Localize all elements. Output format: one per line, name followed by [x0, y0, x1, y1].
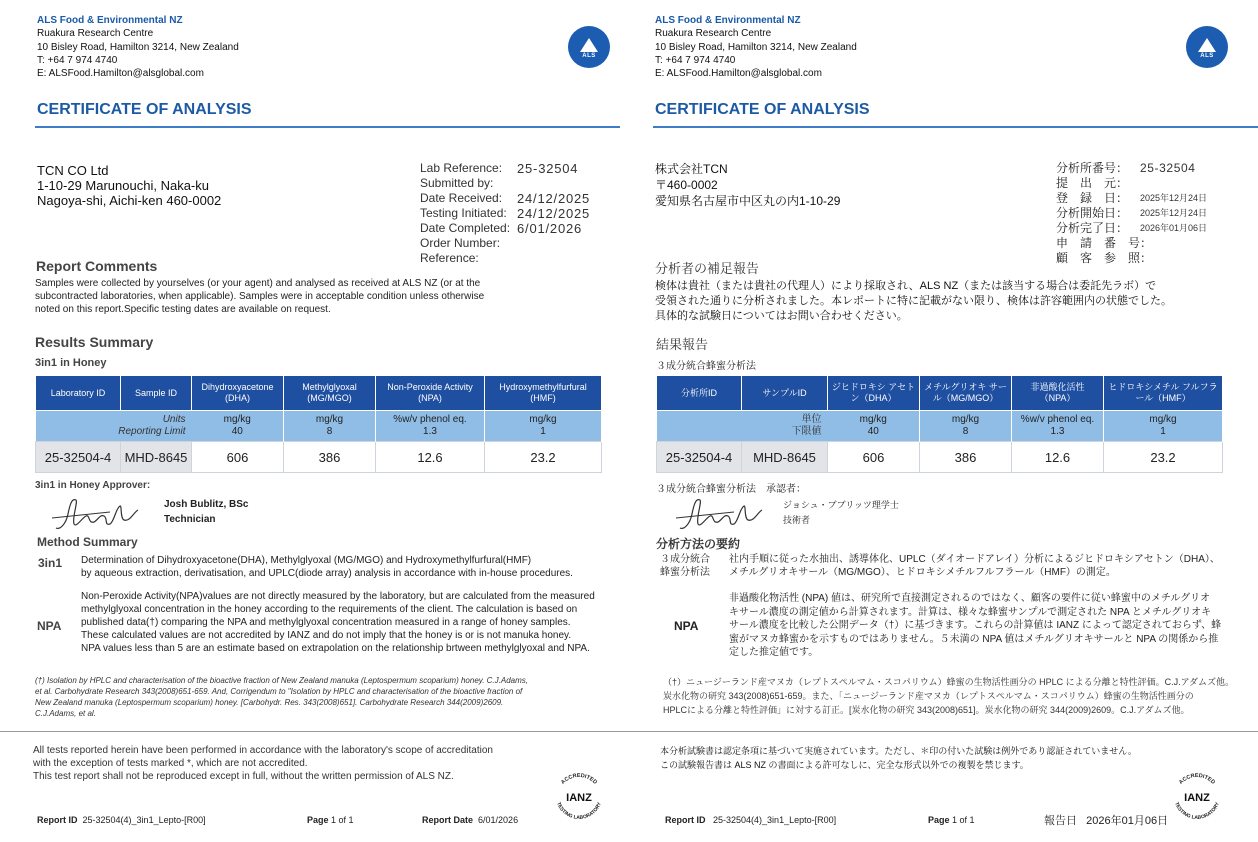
npa-cell: 12.6 — [376, 442, 485, 473]
footer-line: All tests reported herein have been performed in accordance with the laboratory's scope of accreditation — [33, 745, 493, 756]
unit-value: mg/kg — [951, 414, 980, 425]
date-completed-label: 分析完了日： — [1056, 221, 1129, 235]
footer-line: This test report shall not be reproduced except in full, without the written permission of ALS NZ. — [33, 771, 454, 782]
ianz-accreditation-icon — [1168, 768, 1226, 826]
report-comments — [655, 279, 1172, 324]
unit-value: mg/kg — [1149, 414, 1177, 425]
results-table — [35, 375, 602, 473]
col-npa: 非過酸化活性 （NPA） — [1012, 376, 1104, 411]
unit-value: mg/kg — [529, 414, 557, 425]
certificate-title: CERTIFICATE OF ANALYSIS — [37, 101, 252, 118]
order-number-label: 申 請 番 号： — [1056, 236, 1153, 250]
method-line: methylglyoxal concentration in the honey according to the requirements of the client. The calculation is based on — [81, 604, 578, 615]
method-npa-label: NPA — [674, 619, 699, 633]
client-name: TCN CO Ltd — [37, 163, 109, 178]
report-comments — [35, 277, 484, 316]
lab-centre: Ruakura Research Centre — [37, 28, 154, 39]
date-received-label: Date Received: — [420, 191, 503, 205]
citation-line: New Zealand manuka (Leptospermum scoparium) honey. [Carbohydr. Res. 343(2008)651]. Carbohydrate Research 344(2009)2609. — [35, 698, 504, 707]
lab-address: 10 Bisley Road, Hamilton 3214, New Zealand — [37, 42, 239, 53]
page-label: Page — [928, 815, 950, 825]
method-line: サール濃度を比較した公開データ（†）に基づきます。これらの計算値は IANZ によって認定されておらず、蜂 — [729, 620, 1222, 631]
approver-title: 技術者 — [783, 515, 811, 525]
method-3in1-label: 3in1 — [38, 556, 63, 570]
lab-phone: T: +64 7 974 4740 — [37, 55, 118, 66]
citation-note — [663, 675, 1234, 717]
lab-reference-label: 分析所番号： — [1056, 161, 1129, 175]
unit-value: mg/kg — [223, 414, 251, 425]
unit-cell — [192, 411, 284, 442]
method-summary-title: 分析方法の要約 — [656, 537, 741, 551]
citation-line: (†) Isolation by HPLC and characterisation of the bioactive fraction of New Zealand manuka (Leptospermum scoparium) honey. C.J.Adams, — [35, 676, 528, 685]
hmf-cell: 23.2 — [485, 442, 602, 473]
ianz-mark-text: IANZ — [566, 792, 592, 804]
client-name: 株式会社TCN — [655, 162, 728, 176]
limit-value: 8 — [326, 426, 333, 437]
footer-line: with the exception of tests marked *, which are not accredited. — [33, 758, 308, 769]
ianz-bottom-text: TESTING LABORATORY — [555, 801, 603, 822]
report-id-value: 25-32504(4)_3in1_Lepto-[R00] — [82, 815, 206, 825]
results-header-row — [657, 376, 1223, 411]
citation-line: et al. Carbohydrate Research 343(2008)651-659. And, Corrigendum to "Isolation by HPLC and characterisation of the bioactive fraction of — [35, 687, 523, 696]
col-laboratory-id: 分析所ID — [657, 376, 742, 411]
method-line: 定した推定値です。 — [729, 647, 819, 658]
approver-title: Technician — [164, 514, 216, 525]
limit-value: 8 — [962, 426, 969, 437]
limit-value: 40 — [231, 426, 243, 437]
ianz-bottom-text: TESTING LABORATORY — [1173, 801, 1221, 822]
unit-cell — [920, 411, 1012, 442]
col-mgo: Methylglyoxal (MG/MGO) — [284, 376, 376, 411]
reporting-limit-label: Reporting Limit — [118, 426, 186, 437]
report-date — [422, 815, 518, 825]
ianz-accreditation-icon — [550, 768, 608, 826]
method-line: by aqueous extraction, derivatisation, and UPLC(diode array) analysis in accordance with in-house procedures. — [81, 568, 573, 579]
client-postcode: 〒460-0002 — [655, 178, 718, 192]
client-address — [655, 161, 840, 209]
english-certificate-page — [0, 0, 620, 842]
lab-id-cell: 25-32504-4 — [36, 442, 121, 473]
report-date — [1044, 812, 1168, 828]
unit-cell — [284, 411, 376, 442]
report-comment-line: 検体は貴社（または貴社の代理人）により採取され、ALS NZ（または該当する場合は委託先ラボ）で — [655, 280, 1157, 292]
npa-cell: 12.6 — [1012, 442, 1104, 473]
method-line: Non-Peroxide Activity(NPA)values are not directly measured by the laboratory, but are calculated from the measured — [81, 591, 595, 602]
results-header-row — [36, 376, 602, 411]
page-number — [307, 815, 354, 825]
results-subtitle: 3in1 in Honey — [35, 357, 107, 369]
dha-cell: 606 — [828, 442, 920, 473]
method-label-line: 蜂蜜分析法 — [660, 567, 710, 578]
method-line: 社内手順に従った水抽出、誘導体化、UPLC（ダイオードアレイ）分析によるジヒドロキシアセトン（DHA）、 — [729, 554, 1220, 565]
unit-cell — [828, 411, 920, 442]
results-summary-title: 結果報告 — [656, 337, 709, 352]
limit-value: 1 — [1160, 426, 1166, 437]
report-id-label: Report ID — [37, 815, 78, 825]
date-completed-value: 2026年01月06日 — [1140, 223, 1208, 233]
report-comment-line: subcontracted laboratories, when applicable). Samples were in acceptable condition unless otherwise — [35, 291, 485, 302]
submitted-by-label: Submitted by: — [420, 176, 494, 190]
reference-label: 顧 客 参 照： — [1056, 251, 1153, 265]
signature-image — [50, 494, 142, 534]
lab-reference-label: Lab Reference: — [420, 161, 503, 175]
method-line: Determination of Dihydroxyacetone(DHA), Methylglyoxal (MG/MGO) and Hydroxymethylfurfural(HMF) — [81, 555, 532, 566]
report-meta — [1056, 161, 1152, 266]
date-received-value: 24/12/2025 — [517, 191, 591, 206]
client-street: 1-10-29 Marunouchi, Naka-ku — [37, 178, 209, 193]
method-line: These calculated values are not accredited by IANZ and do not imply that the honey is or is not manuka honey. — [81, 630, 572, 641]
accreditation-statement — [33, 744, 493, 783]
order-number-label: Order Number: — [420, 236, 501, 250]
units-labels — [657, 411, 828, 442]
citation-line: HPLCによる分離と特性評価」に対する訂正。[炭水化物の研究 343(2008)651]。炭水化物の研究 344(2009)2609。C.J.アダムズ他。 — [663, 705, 1190, 715]
citation-line: 炭水化物の研究 343(2008)651-659。また、「ニュージーランド産マヌカ（レプトスペルマム・スコパリウム）蜂蜜の生物活性画分の — [663, 691, 1194, 701]
citation-line: （†）ニュージーランド産マヌカ（レプトスペルマム・スコパリウム）蜂蜜の生物活性画分の HPLC による分離と特性評価。C.J.アダムズ他。 — [663, 677, 1235, 687]
method-summary-title: Method Summary — [37, 535, 138, 549]
limit-value: 1.3 — [423, 426, 437, 437]
ianz-top-text: ACCREDITED — [560, 772, 598, 786]
report-comment-line: 受領された通りに分析されました。本レポートに特に記載がない限り、検体は許容範囲内の状態でした。 — [655, 295, 1172, 307]
method-line: 非過酸化物活性 (NPA) 値は、研究所で直接測定されるのではなく、顧客の要件に従い蜂蜜中のメチルグリオ — [729, 593, 1211, 604]
units-labels — [36, 411, 192, 442]
lab-id-cell: 25-32504-4 — [657, 442, 742, 473]
report-comment-line: noted on this report.Specific testing dates are available on request. — [35, 304, 331, 315]
testing-initiated-value: 2025年12月24日 — [1140, 208, 1208, 218]
lab-name: ALS Food & Environmental NZ — [655, 15, 801, 26]
date-completed-value: 6/01/2026 — [517, 221, 583, 236]
lab-centre: Ruakura Research Centre — [655, 28, 772, 39]
sample-id-cell: MHD-8645 — [121, 442, 192, 473]
mgo-cell: 386 — [920, 442, 1012, 473]
method-line: published data(†) comparing the NPA and methylglyoxal concentration measured in a range of honey samples. — [81, 617, 571, 628]
lab-address: 10 Bisley Road, Hamilton 3214, New Zealand — [655, 42, 857, 53]
reporting-limit-label: 下限値 — [791, 426, 822, 437]
date-received-label: 登 録 日： — [1056, 191, 1129, 205]
approver-name: ジョシュ・ブブリッツ理学士 — [783, 500, 899, 510]
report-meta-values — [1140, 161, 1207, 236]
testing-initiated-label: 分析開始日： — [1056, 206, 1129, 220]
results-table — [656, 375, 1223, 473]
ianz-top-text: ACCREDITED — [1178, 772, 1216, 786]
footer-line: 本分析試験書は認定条項に基づいて実施されています。ただし、＊印の付いた試験は例外であり認証されていません。 — [660, 746, 1137, 756]
unit-value: %w/v phenol eq. — [393, 414, 467, 425]
page-number — [928, 815, 975, 825]
method-3in1-text — [81, 554, 573, 580]
report-comments-title: Report Comments — [36, 258, 158, 274]
method-line: NPA values less than 5 are an estimate based on extrapolation on the relationship brtween methylglyoxal and NPA. — [81, 643, 590, 654]
table-row — [657, 442, 1223, 473]
unit-cell — [485, 411, 602, 442]
footer-divider — [618, 731, 1258, 732]
report-meta-values — [517, 161, 590, 236]
als-logo-triangle-icon — [1198, 38, 1216, 52]
dha-cell: 606 — [192, 442, 284, 473]
approver-label: ３成分統合蜂蜜分析法 承認者： — [656, 484, 806, 495]
units-row — [657, 411, 1223, 442]
page-value: 1 of 1 — [331, 815, 354, 825]
testing-initiated-label: Testing Initiated: — [420, 206, 507, 220]
col-laboratory-id: Laboratory ID — [36, 376, 121, 411]
lab-name: ALS Food & Environmental NZ — [37, 15, 183, 26]
report-date-value: 2026年01月06日 — [1086, 815, 1169, 827]
citation-note — [35, 675, 528, 719]
reference-label: Reference: — [420, 251, 479, 265]
footer-divider — [0, 731, 620, 732]
footer-line: この試験報告書は ALS NZ の書面による許可なしに、完全な形式以外での複製を禁じます。 — [660, 760, 1029, 770]
results-summary-title: Results Summary — [35, 334, 154, 350]
limit-value: 1.3 — [1050, 426, 1065, 437]
units-label: 単位 — [801, 414, 822, 425]
als-logo-triangle-icon — [580, 38, 598, 52]
citation-line: C.J.Adams, et al. — [35, 709, 96, 718]
accreditation-statement — [660, 744, 1137, 772]
page-label: Page — [307, 815, 329, 825]
col-sample-id: サンプルID — [742, 376, 828, 411]
sample-id-cell: MHD-8645 — [742, 442, 828, 473]
page-value: 1 of 1 — [952, 815, 975, 825]
report-comment-line: Samples were collected by yourselves (or your agent) and analysed as received at ALS NZ (or at the — [35, 278, 481, 289]
hmf-cell: 23.2 — [1104, 442, 1223, 473]
method-npa-text — [729, 592, 1221, 660]
client-street: 愛知県名古屋市中区丸の内1-10-29 — [655, 194, 841, 208]
certificate-title: CERTIFICATE OF ANALYSIS — [655, 101, 870, 118]
method-3in1-label — [660, 553, 710, 579]
units-label: Units — [162, 414, 186, 425]
units-row — [36, 411, 602, 442]
report-comment-line: 具体的な試験日についてはお問い合わせください。 — [655, 310, 908, 322]
report-meta — [420, 161, 510, 266]
submitted-by-label: 提 出 元： — [1056, 176, 1129, 190]
report-date-label: Report Date — [422, 815, 474, 825]
col-hmf: Hydroxymethylfurfural (HMF) — [485, 376, 602, 411]
col-dha: ジヒドロキシ アセトン（DHA） — [828, 376, 920, 411]
table-row — [36, 442, 602, 473]
method-npa-text — [81, 590, 595, 655]
svg-text:ACCREDITED — [1178, 773, 1216, 786]
report-comments-title: 分析者の補足報告 — [655, 261, 760, 276]
title-divider — [35, 126, 620, 128]
als-logo — [568, 26, 610, 68]
als-logo-text: ALS — [1200, 52, 1214, 59]
als-logo — [1186, 26, 1228, 68]
limit-value: 40 — [867, 426, 879, 437]
date-received-value: 2025年12月24日 — [1140, 193, 1208, 203]
unit-value: mg/kg — [859, 414, 887, 425]
report-id-value: 25-32504(4)_3in1_Lepto-[R00] — [713, 815, 837, 825]
date-completed-label: Date Completed: — [420, 221, 511, 235]
client-address — [37, 163, 221, 208]
report-id-label: Report ID — [665, 815, 706, 825]
report-id — [665, 815, 836, 825]
svg-text:ACCREDITED — [560, 773, 598, 786]
method-line: メチルグリオキサール（MG/MGO）、ヒドロキシメチルフルフラール（HMF）の測定。 — [729, 567, 1116, 578]
title-divider — [653, 126, 1258, 128]
unit-cell — [1012, 411, 1104, 442]
lab-reference-value: 25-32504 — [517, 161, 579, 176]
col-sample-id: Sample ID — [121, 376, 192, 411]
method-label-line: ３成分統合 — [660, 554, 710, 565]
mgo-cell: 386 — [284, 442, 376, 473]
method-3in1-text — [729, 553, 1220, 579]
limit-value: 1 — [540, 426, 546, 437]
unit-cell — [376, 411, 485, 442]
lab-phone: T: +64 7 974 4740 — [655, 55, 736, 66]
col-npa: Non-Peroxide Activity (NPA) — [376, 376, 485, 411]
method-npa-label: NPA — [37, 619, 62, 633]
method-line: キサール濃度の測定値から計算されます。計算は、様々な蜂蜜サンプルで測定された NPA とメチルグリオキ — [729, 606, 1212, 618]
report-id — [37, 815, 206, 825]
testing-initiated-value: 24/12/2025 — [517, 206, 591, 221]
japanese-certificate-page — [618, 0, 1258, 842]
unit-cell — [1104, 411, 1223, 442]
client-city: Nagoya-shi, Aichi-ken 460-0002 — [37, 193, 222, 208]
als-logo-text: ALS — [582, 52, 596, 59]
approver-label: 3in1 in Honey Approver: — [35, 480, 151, 491]
unit-value: mg/kg — [315, 414, 344, 425]
ianz-mark-text: IANZ — [1184, 792, 1210, 804]
lab-email: E: ALSFood.Hamilton@alsglobal.com — [655, 68, 822, 79]
approver-name: Josh Bublitz, BSc — [164, 499, 249, 510]
col-mgo: メチルグリオキ サール（MG/MGO） — [920, 376, 1012, 411]
lab-email: E: ALSFood.Hamilton@alsglobal.com — [37, 68, 204, 79]
method-line: 蜜がマヌカ蜂蜜かを示すものではありません。５未満の NPA 値はメチルグリオキサールと NPA の関係から推 — [729, 633, 1219, 645]
results-subtitle: ３成分統合蜂蜜分析法 — [656, 361, 756, 372]
unit-value: %w/v phenol eq. — [1020, 414, 1095, 425]
col-hmf: ヒドロキシメチル フルフラール（HMF） — [1104, 376, 1223, 411]
col-dha: Dihydroxyacetone (DHA) — [192, 376, 284, 411]
lab-reference-value: 25-32504 — [1140, 161, 1196, 175]
report-date-label: 報告日 — [1044, 815, 1077, 827]
signature-image — [674, 494, 766, 534]
report-date-value: 6/01/2026 — [478, 815, 519, 825]
